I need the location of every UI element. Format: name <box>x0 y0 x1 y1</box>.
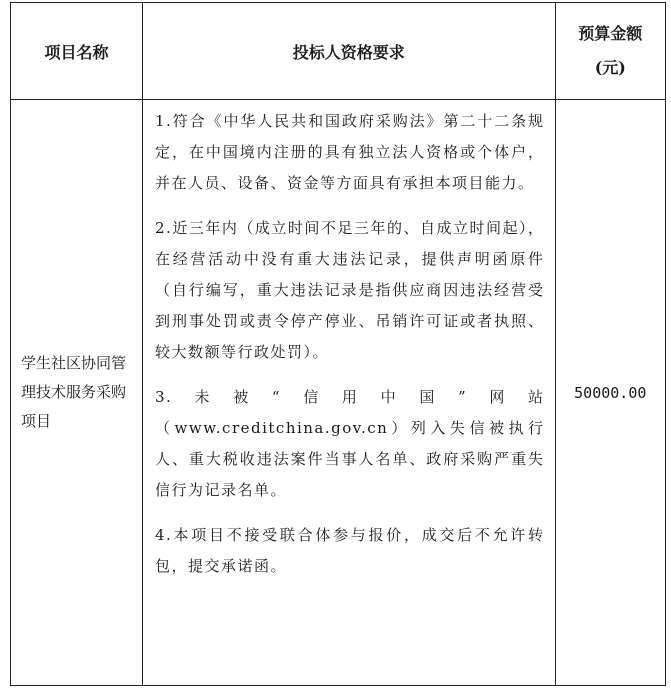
header-budget-label: 预算金额 <box>578 24 643 43</box>
table-row <box>11 100 666 686</box>
header-row <box>11 3 666 100</box>
qualification-table <box>10 2 666 686</box>
header-budget-unit: (元) <box>594 58 626 77</box>
requirement-item-3: 3.未被“信用中国”网站（www.creditchina.gov.cn）列入失信被执行人、重大税收违法案件当事人名单、政府采购严重失信行为记录名单。 <box>155 388 545 499</box>
requirement-item-1: 1.符合《中华人民共和国政府采购法》第二十二条规定，在中国境内注册的具有独立法人资格或个体户，并在人员、设备、资金等方面具有承担本项目能力。 <box>155 112 545 192</box>
header-requirements: 投标人资格要求 <box>143 3 556 100</box>
budget-amount-cell: 50000.00 <box>555 100 665 686</box>
project-name-cell: 学生社区协同管理技术服务采购项目 <box>11 100 143 686</box>
requirements-cell <box>143 100 556 686</box>
requirement-item-4: 4.本项目不接受联合体参与报价，成交后不允许转包，提交承诺函。 <box>155 526 545 575</box>
header-project-name: 项目名称 <box>11 3 143 100</box>
header-budget <box>555 3 665 100</box>
requirement-item-2: 2.近三年内（成立时间不足三年的、自成立时间起），在经营活动中没有重大违法记录，提供声明函原件（自行编写，重大违法记录是指供应商因违法经营受到刑事处罚或责令停产停业、吊销许可证或者执照、较大数额等行政处罚）。 <box>155 219 545 361</box>
